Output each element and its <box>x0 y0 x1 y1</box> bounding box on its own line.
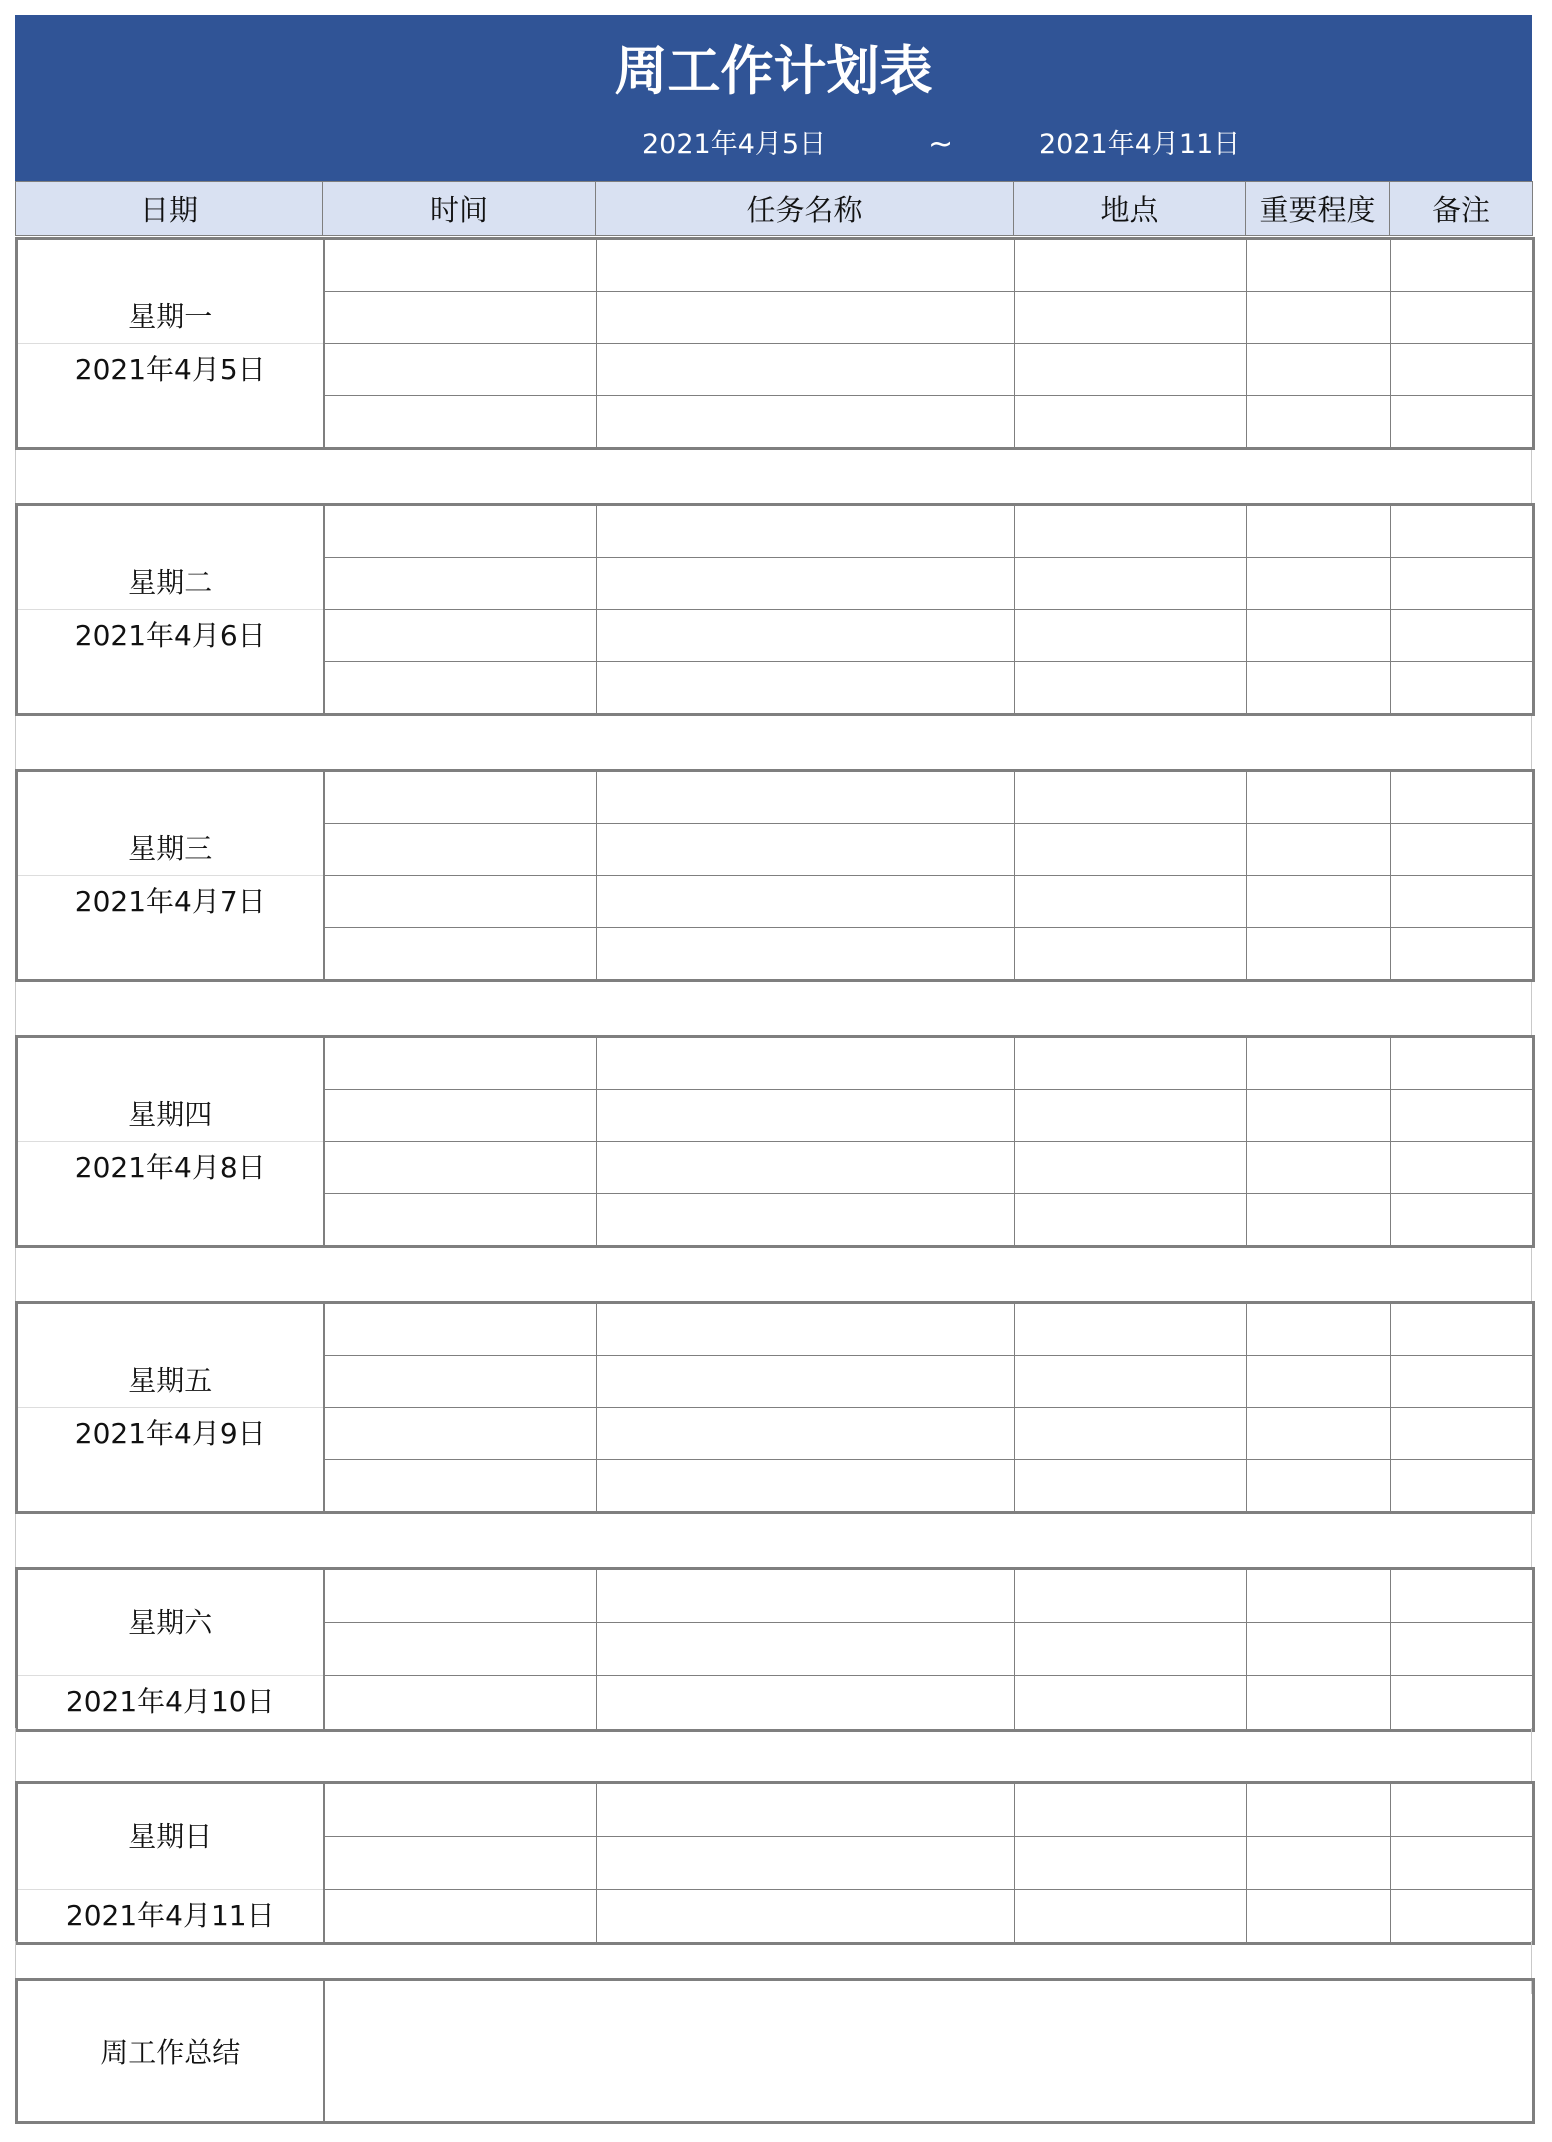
notes-cell[interactable] <box>1391 1782 1534 1836</box>
priority-cell[interactable] <box>1247 1142 1391 1194</box>
time-cell[interactable] <box>324 558 597 610</box>
column-header-time: 时间 <box>323 182 596 236</box>
summary-input-cell[interactable] <box>324 1980 1534 2123</box>
notes-cell[interactable] <box>1391 928 1534 981</box>
location-cell[interactable] <box>1015 1142 1247 1194</box>
day-block-1 <box>15 237 1535 450</box>
location-cell[interactable] <box>1015 1836 1247 1889</box>
notes-cell[interactable] <box>1391 1037 1534 1090</box>
time-cell[interactable] <box>324 610 597 662</box>
location-cell[interactable] <box>1015 1782 1247 1836</box>
time-cell[interactable] <box>324 771 597 824</box>
task-cell[interactable] <box>597 662 1015 715</box>
column-header-task: 任务名称 <box>596 182 1014 236</box>
location-cell[interactable] <box>1015 1408 1247 1460</box>
priority-cell[interactable] <box>1247 1623 1391 1676</box>
priority-cell[interactable] <box>1247 1460 1391 1513</box>
time-cell[interactable] <box>324 1889 597 1943</box>
task-cell[interactable] <box>597 1356 1015 1408</box>
day-date-label: 2021年4月6日 <box>18 609 323 663</box>
location-cell[interactable] <box>1015 662 1247 715</box>
notes-cell[interactable] <box>1391 558 1534 610</box>
task-cell[interactable] <box>597 928 1015 981</box>
time-cell[interactable] <box>324 876 597 928</box>
priority-cell[interactable] <box>1247 505 1391 558</box>
task-cell[interactable] <box>597 1090 1015 1142</box>
day-block-3 <box>15 769 1535 982</box>
priority-cell[interactable] <box>1247 1194 1391 1247</box>
time-cell[interactable] <box>324 1194 597 1247</box>
task-cell[interactable] <box>597 1408 1015 1460</box>
task-cell[interactable] <box>597 1569 1015 1623</box>
task-row <box>17 1569 1534 1623</box>
task-cell[interactable] <box>597 1194 1015 1247</box>
task-cell[interactable] <box>597 558 1015 610</box>
notes-cell[interactable] <box>1391 239 1534 292</box>
time-cell[interactable] <box>324 928 597 981</box>
spacer-row <box>15 982 1532 1035</box>
weekday-label: 星期三 <box>128 831 213 865</box>
task-cell[interactable] <box>597 771 1015 824</box>
notes-cell[interactable] <box>1391 1569 1534 1623</box>
day-block-4 <box>15 1035 1535 1248</box>
priority-cell[interactable] <box>1247 876 1391 928</box>
location-cell[interactable] <box>1015 1356 1247 1408</box>
notes-cell[interactable] <box>1391 292 1534 344</box>
priority-cell[interactable] <box>1247 1303 1391 1356</box>
day-date-label: 2021年4月5日 <box>18 343 323 397</box>
spacer-row <box>15 1514 1532 1567</box>
location-cell[interactable] <box>1015 1460 1247 1513</box>
priority-cell[interactable] <box>1247 1356 1391 1408</box>
day-label-cell <box>17 1037 324 1247</box>
day-date-label: 2021年4月10日 <box>18 1675 323 1729</box>
time-cell[interactable] <box>324 1037 597 1090</box>
priority-cell[interactable] <box>1247 771 1391 824</box>
task-cell[interactable] <box>597 1142 1015 1194</box>
location-cell[interactable] <box>1015 1623 1247 1676</box>
location-cell[interactable] <box>1015 558 1247 610</box>
location-cell[interactable] <box>1015 239 1247 292</box>
time-cell[interactable] <box>324 292 597 344</box>
time-cell[interactable] <box>324 505 597 558</box>
notes-cell[interactable] <box>1391 1194 1534 1247</box>
time-cell[interactable] <box>324 1623 597 1676</box>
notes-cell[interactable] <box>1391 344 1534 396</box>
notes-cell[interactable] <box>1391 1460 1534 1513</box>
location-cell[interactable] <box>1015 344 1247 396</box>
location-cell[interactable] <box>1015 505 1247 558</box>
task-cell[interactable] <box>597 239 1015 292</box>
location-cell[interactable] <box>1015 928 1247 981</box>
time-cell[interactable] <box>324 1569 597 1623</box>
week-start-date: 2021年4月5日 <box>642 129 827 160</box>
task-row <box>17 771 1534 824</box>
time-cell[interactable] <box>324 1408 597 1460</box>
notes-cell[interactable] <box>1391 1676 1534 1730</box>
weekday-label: 星期一 <box>128 299 213 333</box>
task-cell[interactable] <box>597 824 1015 876</box>
task-cell[interactable] <box>597 1889 1015 1943</box>
location-cell[interactable] <box>1015 1194 1247 1247</box>
task-cell[interactable] <box>597 505 1015 558</box>
day-block-5 <box>15 1301 1535 1514</box>
time-cell[interactable] <box>324 1460 597 1513</box>
task-cell[interactable] <box>597 1623 1015 1676</box>
time-cell[interactable] <box>324 824 597 876</box>
column-header-date: 日期 <box>16 182 323 236</box>
priority-cell[interactable] <box>1247 1037 1391 1090</box>
header-banner <box>15 15 1532 181</box>
notes-cell[interactable] <box>1391 771 1534 824</box>
task-row <box>17 239 1534 292</box>
task-cell[interactable] <box>597 1782 1015 1836</box>
notes-cell[interactable] <box>1391 876 1534 928</box>
day-label-cell <box>17 239 324 449</box>
task-cell[interactable] <box>597 1676 1015 1730</box>
day-label-cell <box>17 1782 324 1944</box>
notes-cell[interactable] <box>1391 1142 1534 1194</box>
priority-cell[interactable] <box>1247 928 1391 981</box>
time-cell[interactable] <box>324 1356 597 1408</box>
notes-cell[interactable] <box>1391 1408 1534 1460</box>
day-label-cell <box>17 771 324 981</box>
location-cell[interactable] <box>1015 1037 1247 1090</box>
column-header-notes: 备注 <box>1390 182 1533 236</box>
task-row <box>17 505 1534 558</box>
weekday-label: 星期四 <box>128 1097 213 1131</box>
notes-cell[interactable] <box>1391 1356 1534 1408</box>
day-block-7 <box>15 1781 1535 1946</box>
priority-cell[interactable] <box>1247 292 1391 344</box>
task-row <box>17 1303 1534 1356</box>
priority-cell[interactable] <box>1247 1836 1391 1889</box>
notes-cell[interactable] <box>1391 662 1534 715</box>
weekday-label: 星期六 <box>128 1606 213 1639</box>
priority-cell[interactable] <box>1247 239 1391 292</box>
time-cell[interactable] <box>324 1142 597 1194</box>
priority-cell[interactable] <box>1247 824 1391 876</box>
task-cell[interactable] <box>597 292 1015 344</box>
location-cell[interactable] <box>1015 771 1247 824</box>
task-cell[interactable] <box>597 1836 1015 1889</box>
time-cell[interactable] <box>324 1836 597 1889</box>
priority-cell[interactable] <box>1247 396 1391 449</box>
notes-cell[interactable] <box>1391 1836 1534 1889</box>
priority-cell[interactable] <box>1247 344 1391 396</box>
time-cell[interactable] <box>324 239 597 292</box>
priority-cell[interactable] <box>1247 1569 1391 1623</box>
day-label-cell <box>17 1569 324 1731</box>
day-date-label: 2021年4月8日 <box>18 1141 323 1195</box>
priority-cell[interactable] <box>1247 558 1391 610</box>
location-cell[interactable] <box>1015 1889 1247 1943</box>
priority-cell[interactable] <box>1247 662 1391 715</box>
priority-cell[interactable] <box>1247 1408 1391 1460</box>
weekly-summary <box>15 1978 1535 2124</box>
column-header-row <box>15 181 1533 236</box>
weekday-label: 星期五 <box>128 1363 213 1397</box>
location-cell[interactable] <box>1015 1676 1247 1730</box>
location-cell[interactable] <box>1015 1090 1247 1142</box>
column-header-location: 地点 <box>1014 182 1246 236</box>
spacer-row <box>15 1728 1532 1781</box>
time-cell[interactable] <box>324 396 597 449</box>
day-block-6 <box>15 1567 1535 1732</box>
week-end-date: 2021年4月11日 <box>1039 129 1241 160</box>
task-row <box>17 1037 1534 1090</box>
time-cell[interactable] <box>324 1676 597 1730</box>
priority-cell[interactable] <box>1247 1090 1391 1142</box>
time-cell[interactable] <box>324 1782 597 1836</box>
spacer-row <box>15 1248 1532 1301</box>
location-cell[interactable] <box>1015 1303 1247 1356</box>
notes-cell[interactable] <box>1391 505 1534 558</box>
time-cell[interactable] <box>324 344 597 396</box>
notes-cell[interactable] <box>1391 1303 1534 1356</box>
priority-cell[interactable] <box>1247 1889 1391 1943</box>
task-row <box>17 1782 1534 1836</box>
task-cell[interactable] <box>597 610 1015 662</box>
notes-cell[interactable] <box>1391 1623 1534 1676</box>
weekday-label: 星期日 <box>128 1819 213 1853</box>
page-title: 周工作计划表 <box>614 41 933 102</box>
task-cell[interactable] <box>597 396 1015 449</box>
notes-cell[interactable] <box>1391 1090 1534 1142</box>
time-cell[interactable] <box>324 1090 597 1142</box>
weekday-label: 星期二 <box>128 565 213 599</box>
day-date-label: 2021年4月11日 <box>18 1889 323 1943</box>
task-cell[interactable] <box>597 1037 1015 1090</box>
time-cell[interactable] <box>324 1303 597 1356</box>
notes-cell[interactable] <box>1391 824 1534 876</box>
location-cell[interactable] <box>1015 824 1247 876</box>
notes-cell[interactable] <box>1391 610 1534 662</box>
location-cell[interactable] <box>1015 876 1247 928</box>
time-cell[interactable] <box>324 662 597 715</box>
summary-label: 周工作总结 <box>17 1980 324 2123</box>
task-cell[interactable] <box>597 1460 1015 1513</box>
task-cell[interactable] <box>597 1303 1015 1356</box>
location-cell[interactable] <box>1015 610 1247 662</box>
notes-cell[interactable] <box>1391 1889 1534 1943</box>
day-block-2 <box>15 503 1535 716</box>
spacer-row <box>15 716 1532 769</box>
day-label-cell <box>17 1303 324 1513</box>
column-header-priority: 重要程度 <box>1246 182 1390 236</box>
location-cell[interactable] <box>1015 396 1247 449</box>
spacer-row <box>15 450 1532 503</box>
day-label-cell <box>17 505 324 715</box>
day-date-label: 2021年4月9日 <box>18 1407 323 1461</box>
priority-cell[interactable] <box>1247 610 1391 662</box>
location-cell[interactable] <box>1015 292 1247 344</box>
priority-cell[interactable] <box>1247 1676 1391 1730</box>
task-cell[interactable] <box>597 344 1015 396</box>
notes-cell[interactable] <box>1391 396 1534 449</box>
day-date-label: 2021年4月7日 <box>18 875 323 929</box>
date-range-separator: ~ <box>928 127 954 162</box>
location-cell[interactable] <box>1015 1569 1247 1623</box>
priority-cell[interactable] <box>1247 1782 1391 1836</box>
task-cell[interactable] <box>597 876 1015 928</box>
